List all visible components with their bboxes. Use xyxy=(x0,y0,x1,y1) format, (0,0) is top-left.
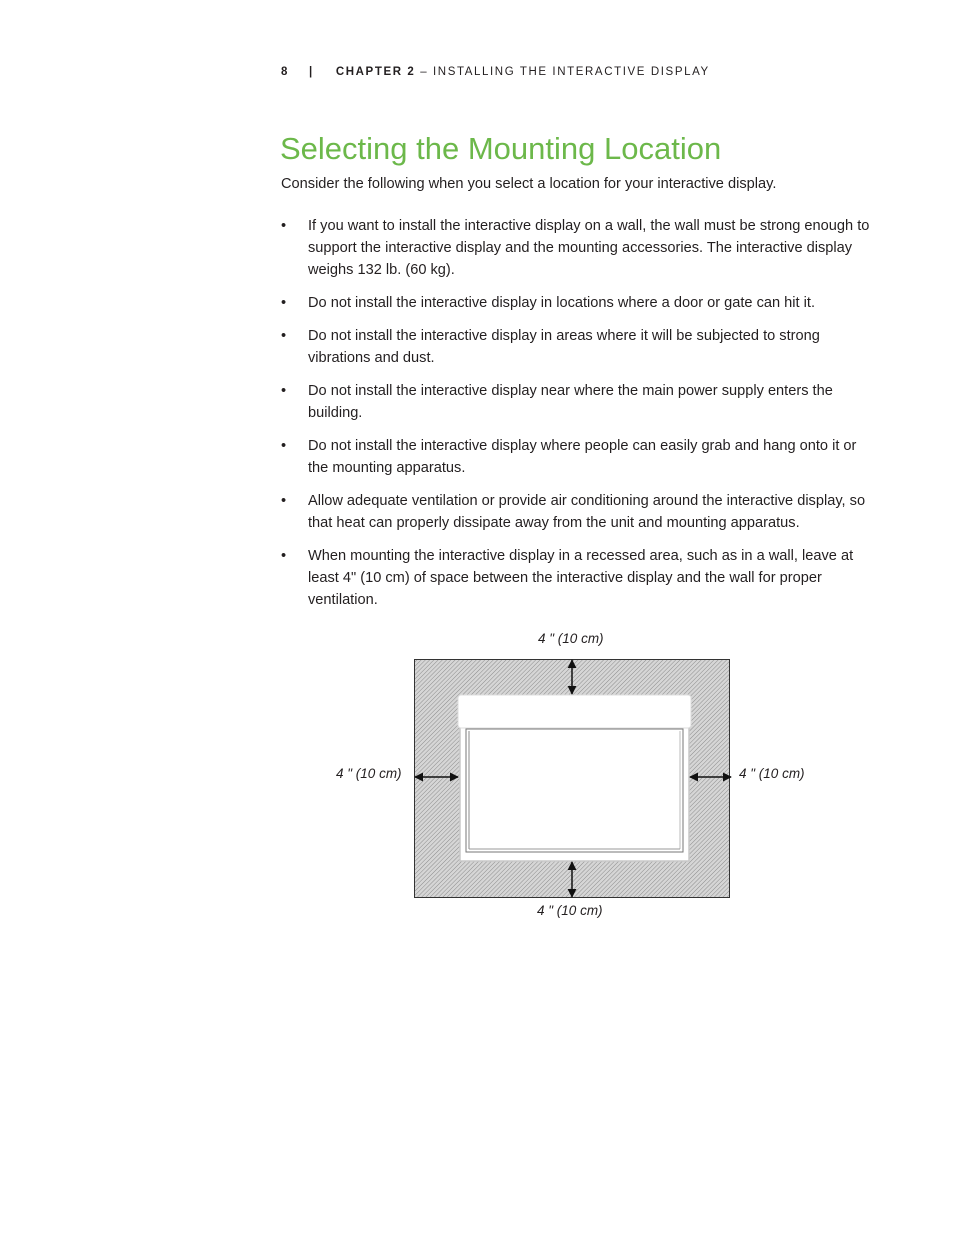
page-number: 8 xyxy=(281,66,289,78)
bullet-list xyxy=(281,215,871,622)
list-item-text: If you want to install the interactive display on a wall, the wall must be strong enough to support the interactive display and the mounting accessories. The interactive display weighs 132 lb. (60 kg). xyxy=(308,218,870,278)
section-title: Selecting the Mounting Location xyxy=(280,131,722,166)
bullet-marker: • xyxy=(281,218,287,234)
bullet-marker: • xyxy=(281,493,287,509)
list-item-text: Do not install the interactive display near where the main power supply enters the building. xyxy=(308,383,833,421)
list-item-text: Do not install the interactive display where people can easily grab and hang onto it or the mounting apparatus. xyxy=(308,438,857,476)
bullet-marker: • xyxy=(281,548,287,564)
list-item xyxy=(281,292,871,314)
bottom-clearance-label: 4 " (10 cm) xyxy=(537,903,603,918)
intro-paragraph: Consider the following when you select a location for your interactive display. xyxy=(281,176,777,192)
running-header xyxy=(281,66,710,78)
bullet-marker: • xyxy=(281,383,287,399)
bullet-marker: • xyxy=(281,295,287,311)
list-item-text: Do not install the interactive display in areas where it will be subjected to strong vibrations and dust. xyxy=(308,328,820,366)
left-clearance-label: 4 " (10 cm) xyxy=(336,766,402,781)
list-item xyxy=(281,490,871,534)
list-item xyxy=(281,380,871,424)
header-separator: | xyxy=(309,66,314,78)
list-item xyxy=(281,435,871,479)
list-item-text: When mounting the interactive display in a recessed area, such as in a wall, leave at least 4" (10 cm) of space between the interactive display and the wall for proper ventilation. xyxy=(308,548,854,608)
chapter-title: – INSTALLING THE INTERACTIVE DISPLAY xyxy=(415,66,710,78)
display-header-bar xyxy=(458,695,691,728)
list-item-text: Do not install the interactive display in locations where a door or gate can hit it. xyxy=(308,295,816,311)
chapter-label: CHAPTER 2 xyxy=(335,66,416,78)
top-clearance-label: 4 " (10 cm) xyxy=(538,631,604,646)
right-clearance-label: 4 " (10 cm) xyxy=(739,766,805,781)
list-item xyxy=(281,545,871,611)
display-screen xyxy=(466,729,683,852)
list-item-text: Allow adequate ventilation or provide air conditioning around the interactive display, so that heat can properly dissipate away from the unit and mounting apparatus. xyxy=(308,493,866,531)
bullet-marker: • xyxy=(281,438,287,454)
clearance-diagram xyxy=(320,625,820,925)
list-item xyxy=(281,215,871,281)
list-item xyxy=(281,325,871,369)
bullet-marker: • xyxy=(281,328,287,344)
